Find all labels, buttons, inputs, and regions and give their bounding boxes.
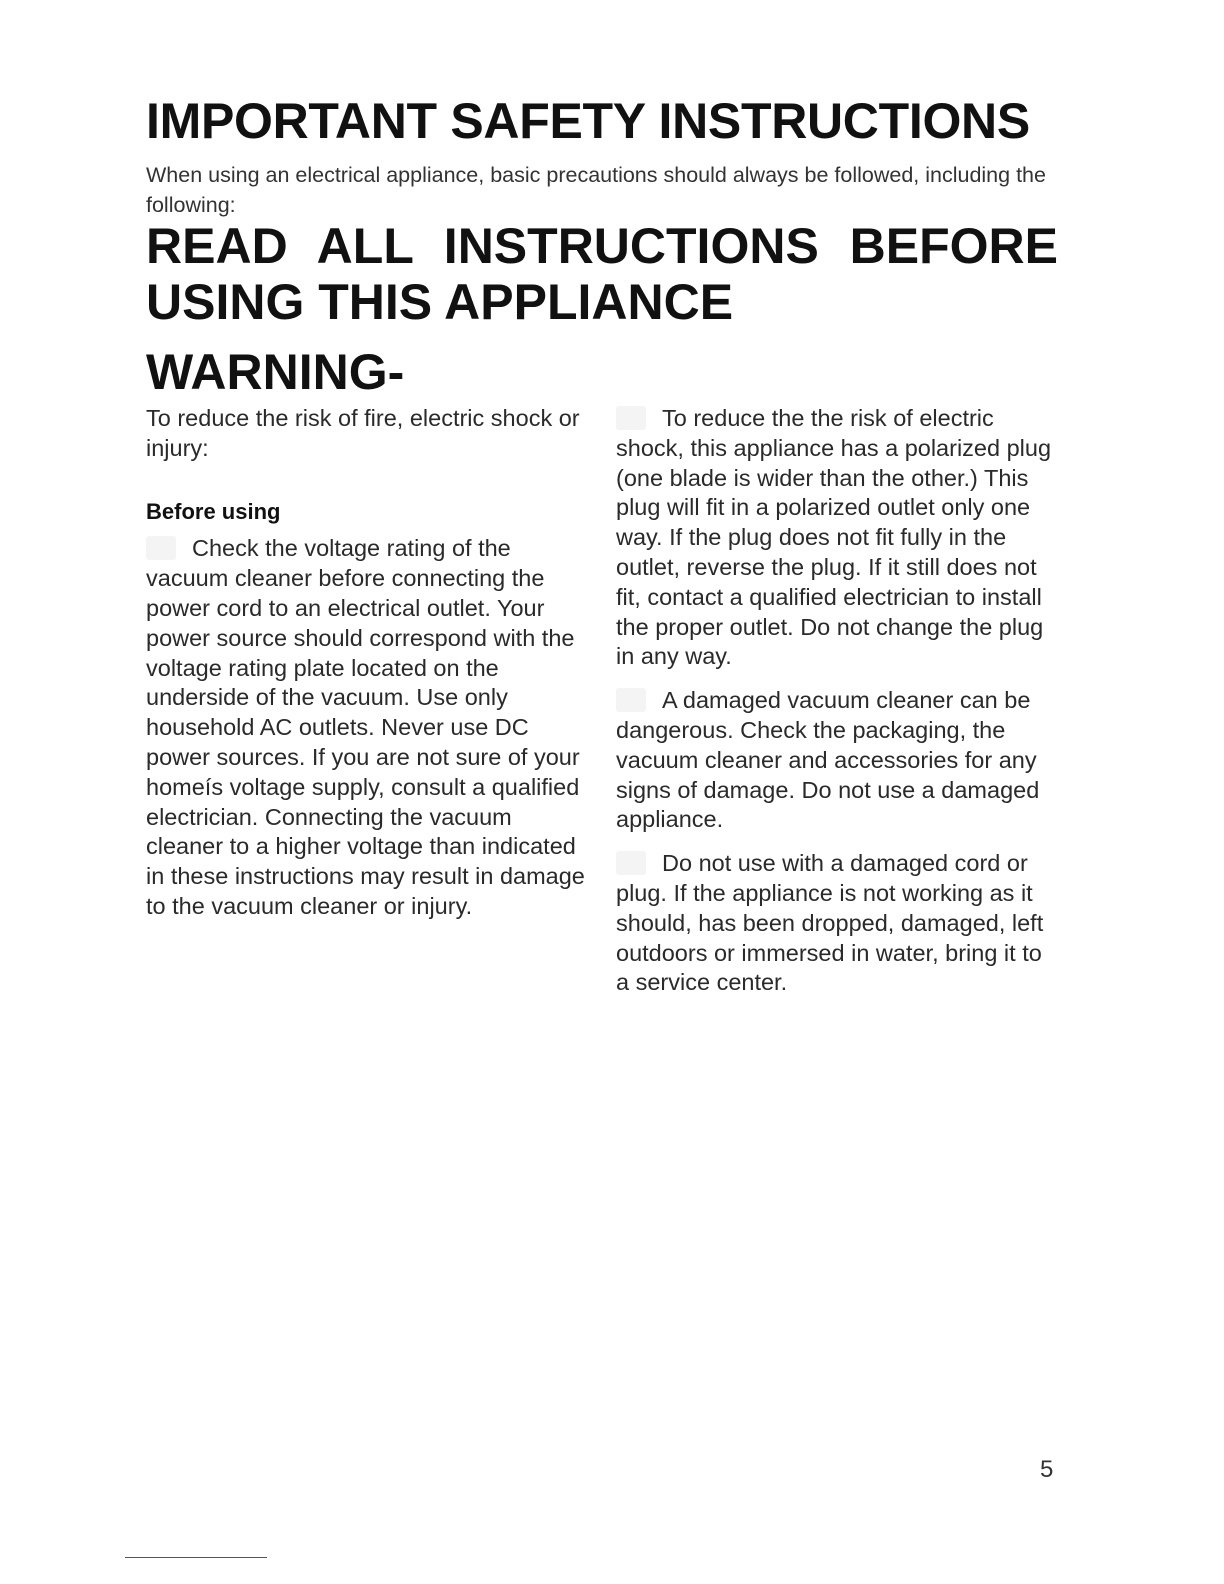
instruction-text: A damaged vacuum cleaner can be dangerous. Check the packaging, the vacuum cleaner and accessories for any signs of damage. Do not use a damaged appliance. bbox=[616, 687, 1040, 833]
bullet-icon bbox=[616, 406, 662, 430]
warning-lead: To reduce the risk of fire, electric shock or injury: bbox=[146, 405, 580, 461]
page-title: IMPORTANT SAFETY INSTRUCTIONS bbox=[146, 93, 1030, 149]
read-all-line-2: USING THIS APPLIANCE bbox=[146, 274, 734, 330]
read-all-heading bbox=[146, 218, 1058, 330]
bullet-icon bbox=[146, 536, 192, 560]
bullet-icon bbox=[616, 688, 662, 712]
footer-rule bbox=[125, 1557, 267, 1558]
instruction-item bbox=[616, 404, 1061, 672]
instruction-text: Check the voltage rating of the vacuum cleaner before connecting the power cord to an electrical outlet. Your power source should correspond with the voltage rating plate located on the underside of the vacuum. Use only household AC outlets. Never use DC power sources. If you are not sure of your homeís voltage supply, consult a qualified electrician. Connecting the vacuum cleaner to a higher voltage than indicated in these instructions may result in damage to the vacuum cleaner or injury. bbox=[146, 535, 585, 919]
instruction-item bbox=[616, 849, 1061, 998]
left-column bbox=[146, 404, 591, 936]
intro-text: When using an electrical appliance, basic precautions should always be followed, including the following: bbox=[146, 163, 1046, 217]
read-all-line-1: READ ALL INSTRUCTIONS BEFORE bbox=[146, 218, 1058, 274]
bullet-icon bbox=[616, 851, 662, 875]
instruction-item bbox=[616, 686, 1061, 835]
page-number: 5 bbox=[1040, 1456, 1054, 1483]
before-using-subheading: Before using bbox=[146, 498, 281, 524]
warning-heading: WARNING- bbox=[146, 344, 405, 400]
instruction-item bbox=[146, 534, 591, 921]
instruction-text: Do not use with a damaged cord or plug. If the appliance is not working as it should, has been dropped, damaged, left outdoors or immersed in water, bring it to a service center. bbox=[616, 850, 1044, 996]
right-column bbox=[616, 404, 1061, 1012]
instruction-text: To reduce the the risk of electric shock, this appliance has a polarized plug (one blade is wider than the other.) This plug will fit in a polarized outlet only one way. If the plug does not fit fully in the outlet, reverse the plug. If it still does not fit, contact a qualified electrician to install the proper outlet. Do not change the plug in any way. bbox=[616, 405, 1052, 670]
